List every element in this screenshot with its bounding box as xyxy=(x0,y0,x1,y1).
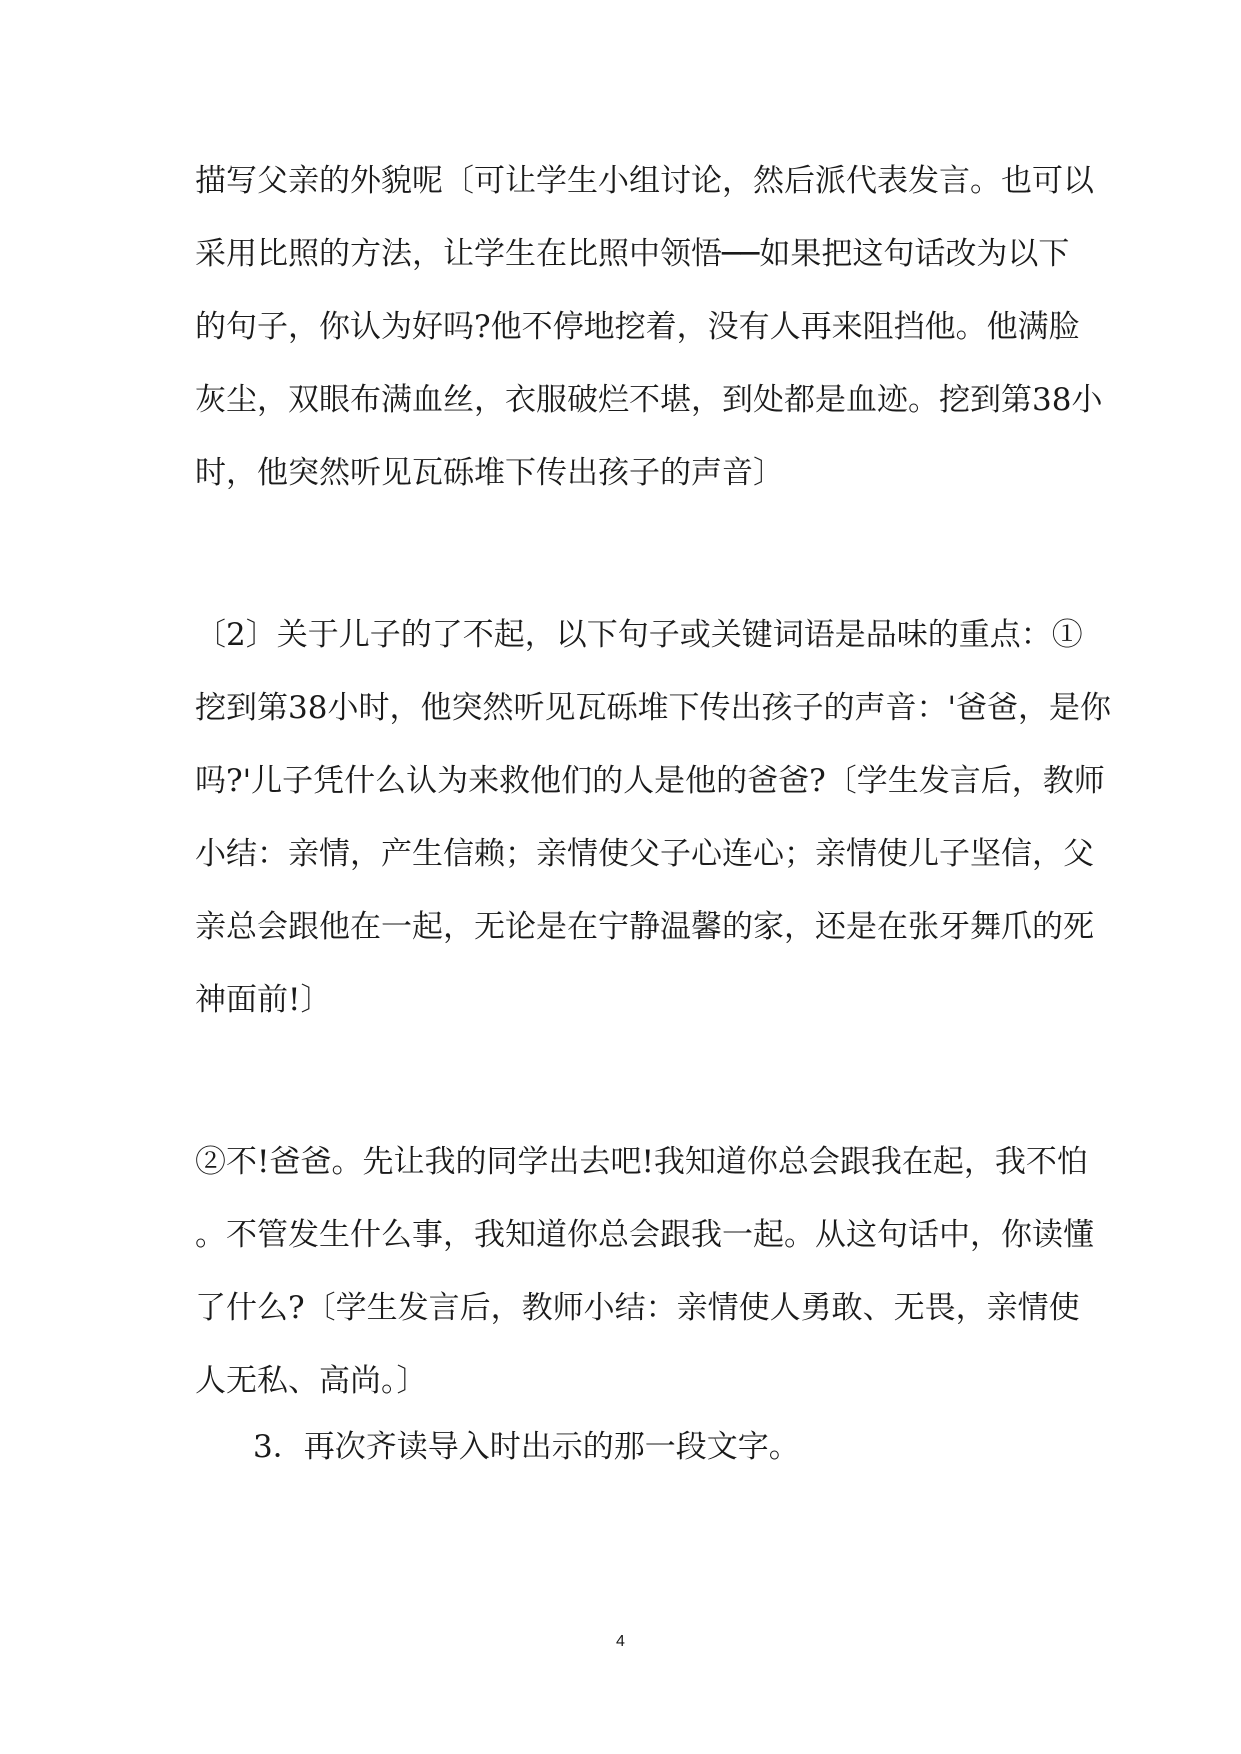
paragraph-father-appearance xyxy=(195,145,1103,510)
text-line: 采用比照的方法，让学生在比照中领悟──如果把这句话改为以下 xyxy=(195,236,1070,272)
text-line: 的句子，你认为好吗?他不停地挖着，没有人再来阻挡他。他满脸 xyxy=(195,309,1080,345)
paragraph-son-quote xyxy=(195,1126,1094,1418)
text-line: 小结：亲情，产生信赖；亲情使父子心连心；亲情使儿子坚信，父 xyxy=(195,836,1094,872)
text-line: 时，他突然听见瓦砾堆下传出孩子的声音〕 xyxy=(195,455,784,491)
text-line: 亲总会跟他在一起，无论是在宁静温馨的家，还是在张牙舞爪的死 xyxy=(195,909,1094,945)
text-line: 3．再次齐读导入时出示的那一段文字。 xyxy=(253,1429,800,1465)
text-line: 吗?'儿子凭什么认为来救他们的人是他的爸爸?〔学生发言后，教师 xyxy=(195,763,1105,799)
text-line: 〔2〕关于儿子的了不起，以下句子或关键词语是品味的重点：① xyxy=(195,617,1083,653)
paragraph-son-remarkable xyxy=(195,599,1111,1037)
text-line: 描写父亲的外貌呢〔可让学生小组讨论，然后派代表发言。也可以 xyxy=(195,163,1094,199)
paragraph-reread xyxy=(195,1411,1045,1484)
page-number: 4 xyxy=(616,1633,625,1650)
text-line: ②不!爸爸。先让我的同学出去吧!我知道你总会跟我在起，我不怕 xyxy=(195,1144,1088,1180)
text-line: 了什么?〔学生发言后，教师小结：亲情使人勇敢、无畏，亲情使 xyxy=(195,1290,1080,1326)
text-line: 。不管发生什么事，我知道你总会跟我一起。从这句话中，你读懂 xyxy=(195,1217,1094,1253)
text-line: 灰尘，双眼布满血丝，衣服破烂不堪，到处都是血迹。挖到第38小 xyxy=(195,382,1103,418)
text-line: 人无私、高尚。〕 xyxy=(195,1363,428,1399)
text-line: 神面前!〕 xyxy=(195,982,332,1018)
text-line: 挖到第38小时，他突然听见瓦砾堆下传出孩子的声音：'爸爸，是你 xyxy=(195,690,1111,726)
